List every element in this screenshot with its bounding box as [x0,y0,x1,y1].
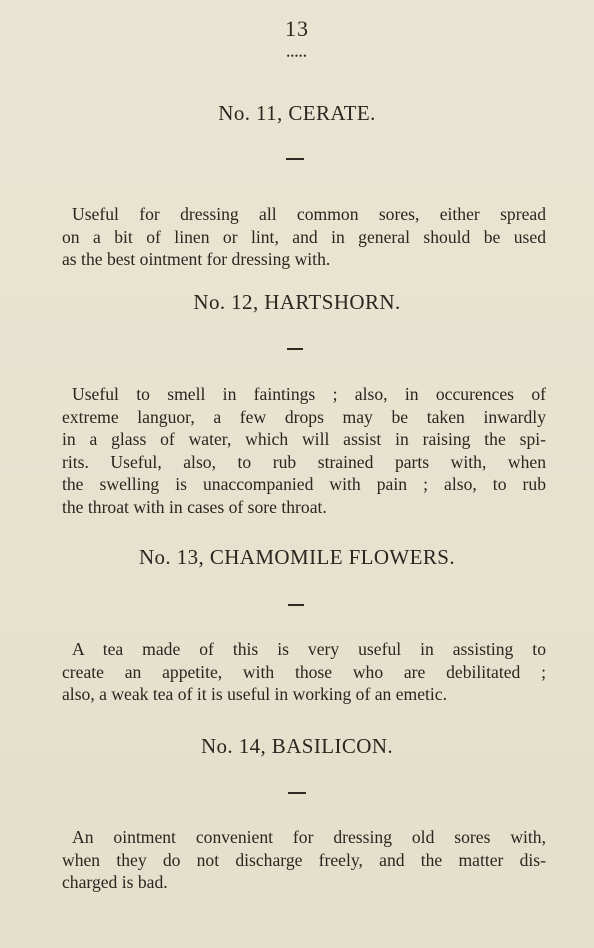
entry-heading-hartshorn: No. 12, HARTSHORN. [193,290,401,314]
section-rule [288,792,306,794]
entry-text-hartshorn [62,383,546,518]
text-line: A tea made of this is very useful in assisting to [72,639,546,659]
section-rule [286,158,304,160]
section-rule [287,348,303,350]
text-line: charged is bad. [62,872,168,892]
text-line: in a glass of water, which will assist in raising the spi- [62,429,546,449]
text-line: when they do not discharge freely, and the matter dis- [62,849,546,870]
entry-text-basilicon [62,826,546,894]
text-line: Useful to smell in faintings ; also, in occurences of [72,384,546,404]
text-line: also, a weak tea of it is useful in working of an emetic. [62,684,447,704]
page-ornament: ••••• [286,51,308,61]
page-number: 13 [285,16,309,41]
text-line: the throat with in cases of sore throat. [62,496,327,517]
text-line: extreme languor, a few drops may be taken inwardly [62,406,546,427]
text-line: rits. Useful, also, to rub strained parts with, when [62,451,546,472]
text-line: Useful for dressing all common sores, either spread [72,204,546,224]
text-line: create an appetite, with those who are debilitated ; [62,661,546,682]
entry-heading-cerate: No. 11, CERATE. [218,101,376,125]
entry-text-cerate [62,203,546,271]
text-line: as the best ointment for dressing with. [62,249,331,269]
entry-heading-basilicon: No. 14, BASILICON. [200,734,394,758]
text-line: the swelling is unaccompanied with pain ; also, to rub [62,474,546,494]
text-line: An ointment convenient for dressing old sores with, [72,827,546,847]
text-line: on a bit of linen or lint, and in general should be used [62,226,546,247]
entry-heading-chamomile-flowers: No. 13, CHAMOMILE FLOWERS. [138,545,456,569]
entry-text-chamomile-flowers [62,638,546,706]
section-rule [288,604,304,606]
